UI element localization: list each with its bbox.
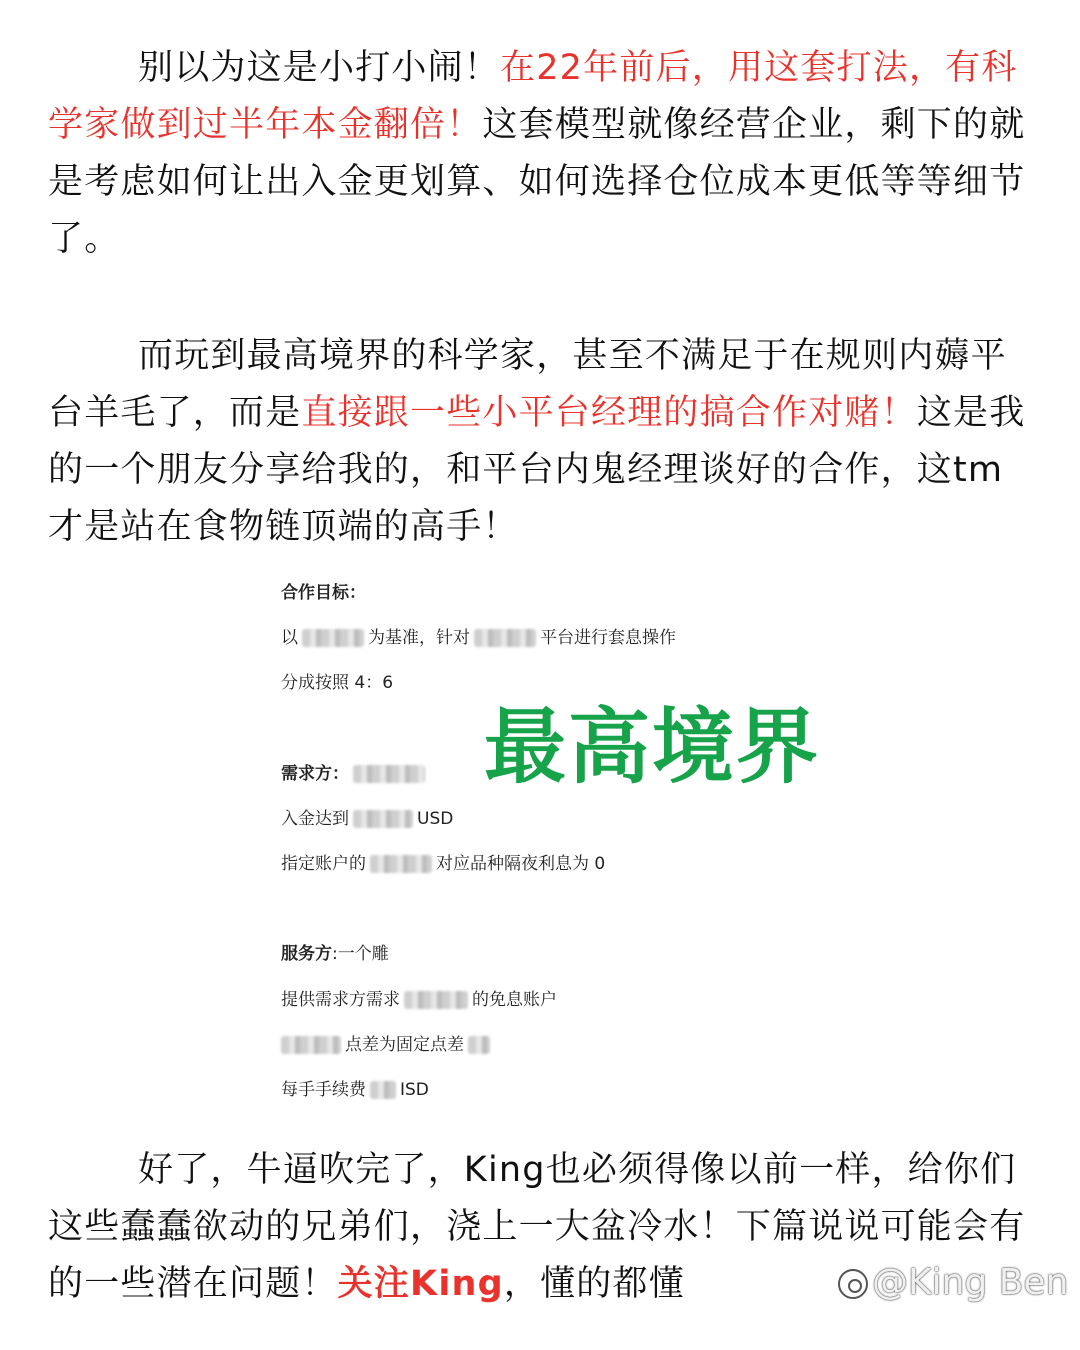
paragraph-1 xyxy=(48,40,1038,268)
spread-text: 点差为固定点差 xyxy=(345,1035,464,1055)
split-line: 分成按照 4：6 xyxy=(281,673,394,693)
redacted-block xyxy=(370,855,432,873)
agreement-screenshot xyxy=(281,570,841,1110)
service-name: :一个雕 xyxy=(332,944,389,964)
provide-text-a: 提供需求方需求 xyxy=(281,990,400,1010)
redacted-block xyxy=(302,629,364,647)
demand-heading-text: 需求方： xyxy=(281,764,349,784)
spread-line xyxy=(281,1030,494,1055)
p1-highlight: 在22年前后，用这套打法，有科学家做到过半年本金翻倍！ xyxy=(48,48,1018,145)
p1-text-b: 这套模型就像经营企业，剩下的就是考虑如何让出入金更划算、如何选择仓位成本更低等等细节了。 xyxy=(48,105,1026,259)
p3-text-a: 好了，牛逼吹完了，King也必须得像以前一样，给你们这些蠢蠢欲动的兄弟们，浇上一大盆冷水！下篇说说可能会有的一些潜在问题！ xyxy=(48,1150,1026,1304)
deposit-line xyxy=(281,804,453,829)
weibo-logo-icon xyxy=(838,1269,868,1299)
p2-text-b: 这是我的一个朋友分享给我的，和平台内鬼经理谈好的合作，这tm才是站在食物链顶端的高手！ xyxy=(48,393,1026,547)
watermark xyxy=(838,1262,1068,1303)
redacted-block xyxy=(370,1081,396,1099)
goal-line xyxy=(281,623,676,648)
p1-text-a: 别以为这是小打小闹！ xyxy=(138,48,501,88)
deposit-text-a: 入金达到 xyxy=(281,809,349,829)
p2-text-a: 而玩到最高境界的科学家，甚至不满足于在规则内薅平台羊毛了，而是 xyxy=(48,336,1007,433)
deposit-text-b: USD xyxy=(417,809,454,829)
redacted-block xyxy=(281,1036,341,1054)
service-heading: 服务方 xyxy=(281,944,332,964)
redacted-block xyxy=(353,810,413,828)
p3-text-b: ，懂的都懂 xyxy=(503,1264,685,1304)
fee-text-a: 每手手续费 xyxy=(281,1080,366,1100)
fee-line xyxy=(281,1075,429,1100)
watermark-text: @King Ben xyxy=(872,1262,1069,1303)
goal-text-a: 以 xyxy=(281,628,298,648)
goal-text-b: 为基准，针对 xyxy=(368,628,470,648)
paragraph-2 xyxy=(48,328,1038,556)
account-line xyxy=(281,849,605,874)
p2-highlight: 直接跟一些小平台经理的搞合作对赌！ xyxy=(301,393,917,433)
account-text-b: 对应品种隔夜利息为 0 xyxy=(436,854,606,874)
redacted-block xyxy=(474,629,536,647)
redacted-block xyxy=(404,991,468,1009)
redacted-block xyxy=(468,1036,490,1054)
demand-heading xyxy=(281,759,429,784)
account-text-a: 指定账户的 xyxy=(281,854,366,874)
service-line xyxy=(281,939,389,964)
goal-heading: 合作目标： xyxy=(281,583,366,603)
fee-text-b: ISD xyxy=(400,1080,429,1100)
redacted-block xyxy=(353,765,425,783)
provide-line xyxy=(281,985,557,1010)
goal-text-c: 平台进行套息操作 xyxy=(540,628,676,648)
overlay-stamp-text: 最高境界 xyxy=(484,700,821,795)
p3-highlight: 关注King xyxy=(337,1264,504,1304)
provide-text-b: 的免息账户 xyxy=(472,990,557,1010)
